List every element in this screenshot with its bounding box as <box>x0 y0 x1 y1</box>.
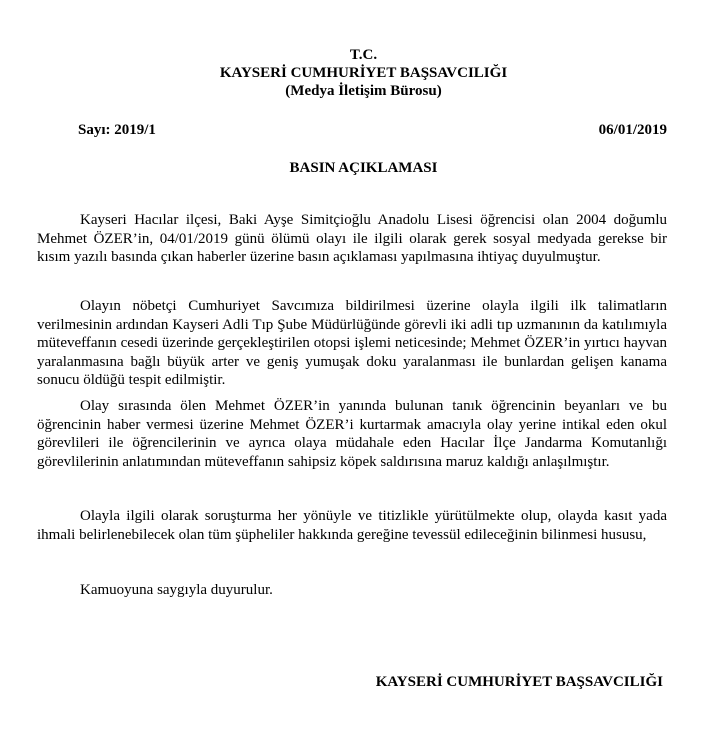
header-office-name: KAYSERİ CUMHURİYET BAŞSAVCILIĞI <box>219 65 508 81</box>
document-date: 06/01/2019 <box>598 122 667 138</box>
paragraph-5: Kamuoyuna saygıyla duyurulur. <box>80 582 273 598</box>
header-republic: T.C. <box>349 47 378 63</box>
signature-office: KAYSERİ CUMHURİYET BAŞSAVCILIĞI <box>375 674 663 690</box>
document-title: BASIN AÇIKLAMASI <box>289 160 438 176</box>
paragraph-4: Olayla ilgili olarak soruşturma her yönüyle ve titizlikle yürütülmekte olup, olayda kasıt yada ihmali belirlenebilecek olan tüm şüpheliler hakkında gereğine tevessül edileceğinin bilinmesi hususu, <box>37 508 667 543</box>
paragraph-3: Olay sırasında ölen Mehmet ÖZER’in yanında bulunan tanık öğrencinin beyanları ve bu öğrencinin haber vermesi üzerine Mehmet ÖZER’i kurtarmak amacıyla olay yerine intikal eden okul görevlileri ile öğrencilerinin ve ayrıca olaya müdahale eden Hacılar İlçe Jandarma Komutanlığı görevlilerinin anlatımından müteveffanın sahipsiz köpek saldırısına maruz kaldığı anlaşılmıştır. <box>37 398 667 470</box>
paragraph-2: Olayın nöbetçi Cumhuriyet Savcımıza bildirilmesi üzerine olayla ilgili ilk talimatların verilmesinin ardından Kayseri Adli Tıp Şube Müdürlüğünde görevli iki adli tıp uzmanının da katılımıyla müteveffanın cesedi üzerinde gerçekleştirilen otopsi işlemi neticesinde; Mehmet ÖZER’in yırtıcı hayvan yaralanmasına bağlı büyük arter ve geniş yumuşak doku yaralanması ile bunlardan gelişen kanama sonucu öldüğü tespit edilmiştir. <box>37 298 667 389</box>
header-bureau: (Medya İletişim Bürosu) <box>285 83 442 99</box>
paragraph-1: Kayseri Hacılar ilçesi, Baki Ayşe Simitçioğlu Anadolu Lisesi öğrencisi olan 2004 doğumlu Mehmet ÖZER’in, 04/01/2019 günü ölümü olayı ile ilgili olarak gerek sosyal medyada gerekse bir kısım yazılı basında çıkan haberler üzerine basın açıklaması yapılmasına ihtiyaç duyulmuştur. <box>37 212 667 266</box>
document-number: Sayı: 2019/1 <box>78 122 156 138</box>
